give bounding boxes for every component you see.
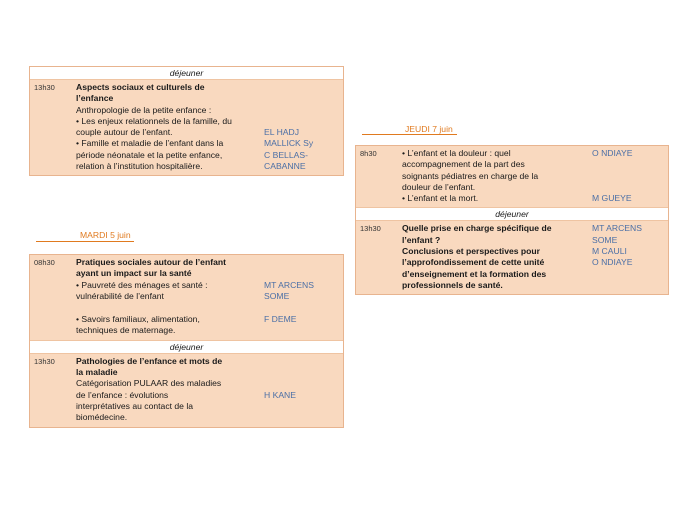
session-time: 13h30 xyxy=(34,83,55,92)
lunch-break: déjeuner xyxy=(30,341,343,354)
session-conclusion-line: l’approfondissement de cette unité xyxy=(402,257,545,268)
session-body-line: couple autour de l’enfant. xyxy=(76,127,173,138)
session-item-line: soignants pédiatres en charge de la xyxy=(402,170,539,181)
session-body-line: interprétatives au contact de la xyxy=(76,400,194,411)
session-content xyxy=(402,221,592,294)
lunch-break: déjeuner xyxy=(30,67,343,80)
session-title-line: Pathologies de l’enfance et mots de xyxy=(76,355,223,366)
speaker-name: O NDIAYE xyxy=(592,148,633,158)
session-body-line: période néonatale et la petite enfance, xyxy=(76,149,223,160)
speaker-name: SOME xyxy=(592,234,618,245)
session-time: 13h30 xyxy=(360,224,381,234)
session-body-line: • Famille et maladie de l’enfant dans la xyxy=(76,138,224,149)
session-row xyxy=(30,354,343,427)
session-time: 8h30 xyxy=(360,149,377,158)
session-row xyxy=(356,146,668,208)
session-row xyxy=(356,221,668,294)
session-item-line: techniques de maternage. xyxy=(76,325,176,336)
session-speakers xyxy=(264,255,340,340)
session-body-line: de l’enfance : évolutions xyxy=(76,389,169,400)
session-item-line: • Savoirs familiaux, alimentation, xyxy=(76,314,200,325)
session-time: 08h30 xyxy=(34,258,55,267)
session-conclusion-line: professionnels de santé. xyxy=(402,279,503,290)
lunch-break: déjeuner xyxy=(356,208,668,221)
session-body-line: Catégorisation PULAAR des maladies xyxy=(76,378,222,389)
speaker-name: F DEME xyxy=(264,314,297,325)
session-item-line: • Pauvreté des ménages et santé : xyxy=(76,279,208,290)
session-item-line: vulnérabilité de l’enfant xyxy=(76,290,164,301)
session-title-line: Aspects sociaux et culturels de xyxy=(76,82,205,92)
jeudi-schedule-block xyxy=(355,145,669,295)
session-item-line: douleur de l’enfant. xyxy=(402,181,476,192)
speaker-name: H KANE xyxy=(264,389,296,400)
session-body-line: biomédecine. xyxy=(76,412,128,423)
session-title-line: la maladie xyxy=(76,367,118,378)
speaker-name: MT ARCENS xyxy=(592,223,642,234)
mardi-schedule-block xyxy=(29,254,344,428)
session-body-line: relation à l’institution hospitalière. xyxy=(76,161,203,172)
session-content xyxy=(76,80,264,175)
session-speakers xyxy=(592,146,664,207)
session-conclusion-line: Conclusions et perspectives pour xyxy=(402,246,541,257)
session-content xyxy=(76,354,264,427)
day-label-jeudi: JEUDI 7 juin xyxy=(405,124,453,134)
speaker-name: CABANNE xyxy=(264,161,306,172)
speaker-name: MALLICK Sy xyxy=(264,138,314,149)
session-content xyxy=(402,146,592,207)
speaker-name: EL HADJ xyxy=(264,127,300,138)
session-conclusion-line: d’enseignement et la formation des xyxy=(402,268,547,279)
session-time: 13h30 xyxy=(34,356,55,366)
speaker-name: M CAULI xyxy=(592,246,627,257)
day-label-mardi: MARDI 5 juin xyxy=(80,230,131,240)
session-body-line: Anthropologie de la petite enfance : xyxy=(76,104,212,115)
session-title-line: Quelle prise en charge spécifique de xyxy=(402,223,552,234)
session-speakers xyxy=(264,354,340,427)
day-underline xyxy=(36,241,134,242)
session-item-line: accompagnement de la part des xyxy=(402,159,525,170)
session-content xyxy=(76,255,264,340)
session-title-line: ayant un impact sur la santé xyxy=(76,268,192,279)
session-speakers xyxy=(264,80,340,175)
session-item-line: • L’enfant et la douleur : quel xyxy=(402,148,511,158)
speaker-name: O NDIAYE xyxy=(592,257,633,268)
speaker-name: SOME xyxy=(264,290,290,301)
session-item-line: • L’enfant et la mort. xyxy=(402,193,479,204)
session-row xyxy=(30,80,343,175)
session-speakers xyxy=(592,221,664,294)
speaker-name: MT ARCENS xyxy=(264,279,314,290)
day-underline xyxy=(362,134,457,135)
session-title-line: Pratiques sociales autour de l’enfant xyxy=(76,257,226,267)
session-row xyxy=(30,255,343,341)
afternoon-session-block xyxy=(29,66,344,176)
speaker-name: C BELLAS- xyxy=(264,149,308,160)
session-title-line: l’enfance xyxy=(76,93,114,104)
session-body-line: • Les enjeux relationnels de la famille, du xyxy=(76,115,232,126)
session-title-line: l’enfant ? xyxy=(402,234,441,245)
speaker-name: M GUEYE xyxy=(592,193,632,204)
